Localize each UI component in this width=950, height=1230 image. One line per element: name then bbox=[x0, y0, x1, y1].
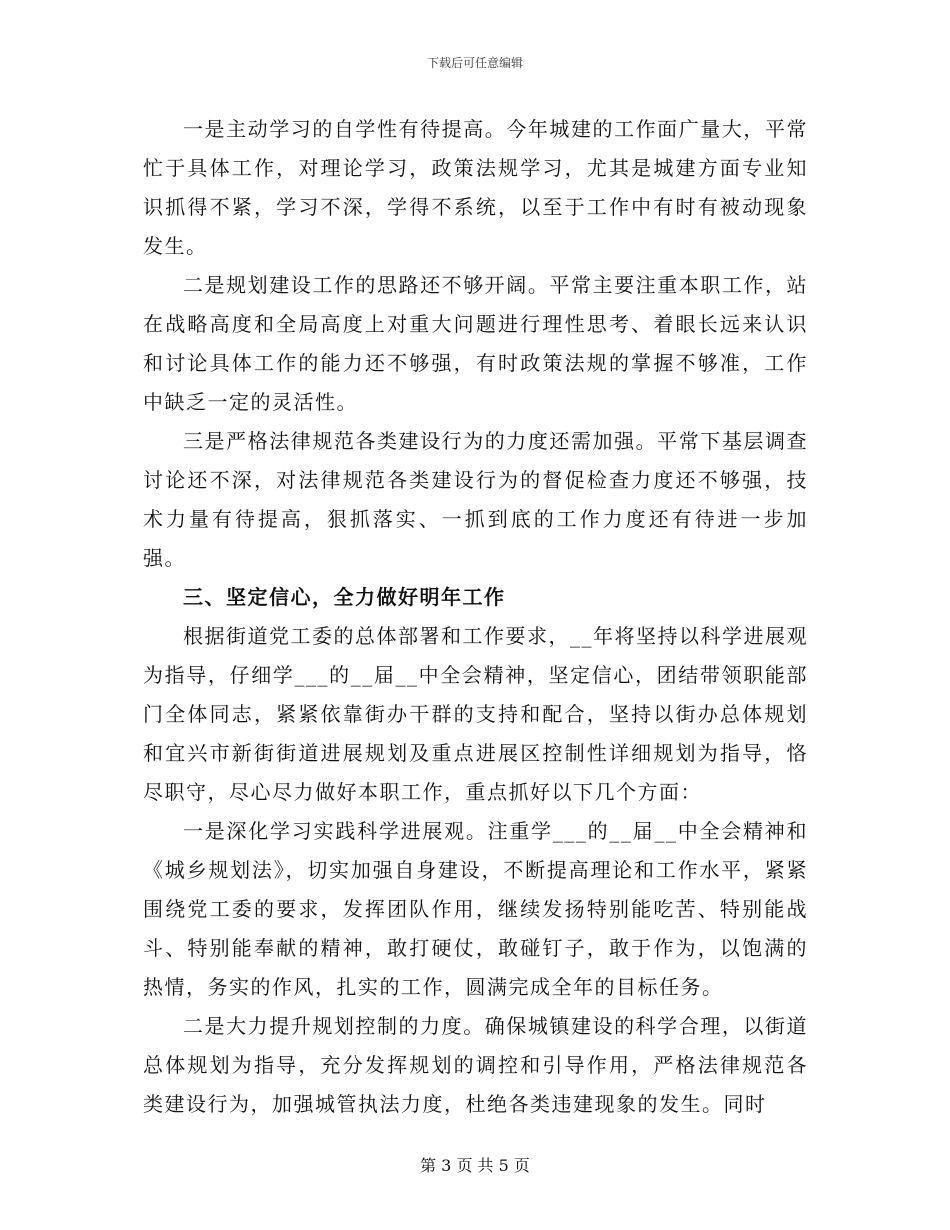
section-heading: 三、坚定信心，全力做好明年工作 bbox=[183, 585, 506, 609]
paragraph-5: 一是深化学习实践科学进展观。注重学___的__届__中全会精神和《城乡规划法》，切实加强自身建设，不断提高理论和工作水平，紧紧围绕党工委的要求，发挥团队作用，继续发扬特别能吃苦、特别能战斗、特别能奉献的精神，敢打硬仗，敢碰钉子，敢于作为，以饱满的热情，务实的作风，扎实的工作，圆满完成全年的目标任务。 bbox=[143, 819, 808, 999]
paragraph-1: 一是主动学习的自学性有待提高。今年城建的工作面广量大，平常忙于具体工作，对理论学习，政策法规学习，尤其是城建方面专业知识抓得不紧，学习不深，学得不系统，以至于工作中有时有被动现象发生。 bbox=[143, 117, 808, 258]
paragraph-2: 二是规划建设工作的思路还不够开阔。平常主要注重本职工作，站在战略高度和全局高度上对重大问题进行理性思考、着眼长远来认识和讨论具体工作的能力还不够强，有时政策法规的掌握不够准，工作中缺乏一定的灵活性。 bbox=[143, 273, 808, 414]
paragraph-3: 三是严格法律规范各类建设行为的力度还需加强。平常下基层调查讨论还不深，对法律规范各类建设行为的督促检查力度还不够强，技术力量有待提高，狠抓落实、一抓到底的工作力度还有待进一步加强。 bbox=[143, 429, 808, 570]
document-body bbox=[143, 110, 808, 1124]
page-header-note: 下载后可任意编辑 bbox=[426, 56, 523, 70]
paragraph-6: 二是大力提升规划控制的力度。确保城镇建设的科学合理，以街道总体规划为指导，充分发挥规划的调控和引导作用，严格法律规范各类建设行为，加强城管执法力度，杜绝各类违建现象的发生。同时 bbox=[143, 1014, 808, 1116]
paragraph-4: 根据街道党工委的总体部署和工作要求，__年将坚持以科学进展观为指导，仔细学___的__届__中全会精神，坚定信心，团结带领职能部门全体同志，紧紧依靠街办干群的支持和配合，坚持以街办总体规划和宜兴市新街街道进展规划及重点进展区控制性详细规划为指导，恪尽职守，尽心尽力做好本职工作，重点抓好以下几个方面： bbox=[143, 624, 808, 804]
page-number: 第 3 页 共 5 页 bbox=[420, 1156, 530, 1175]
